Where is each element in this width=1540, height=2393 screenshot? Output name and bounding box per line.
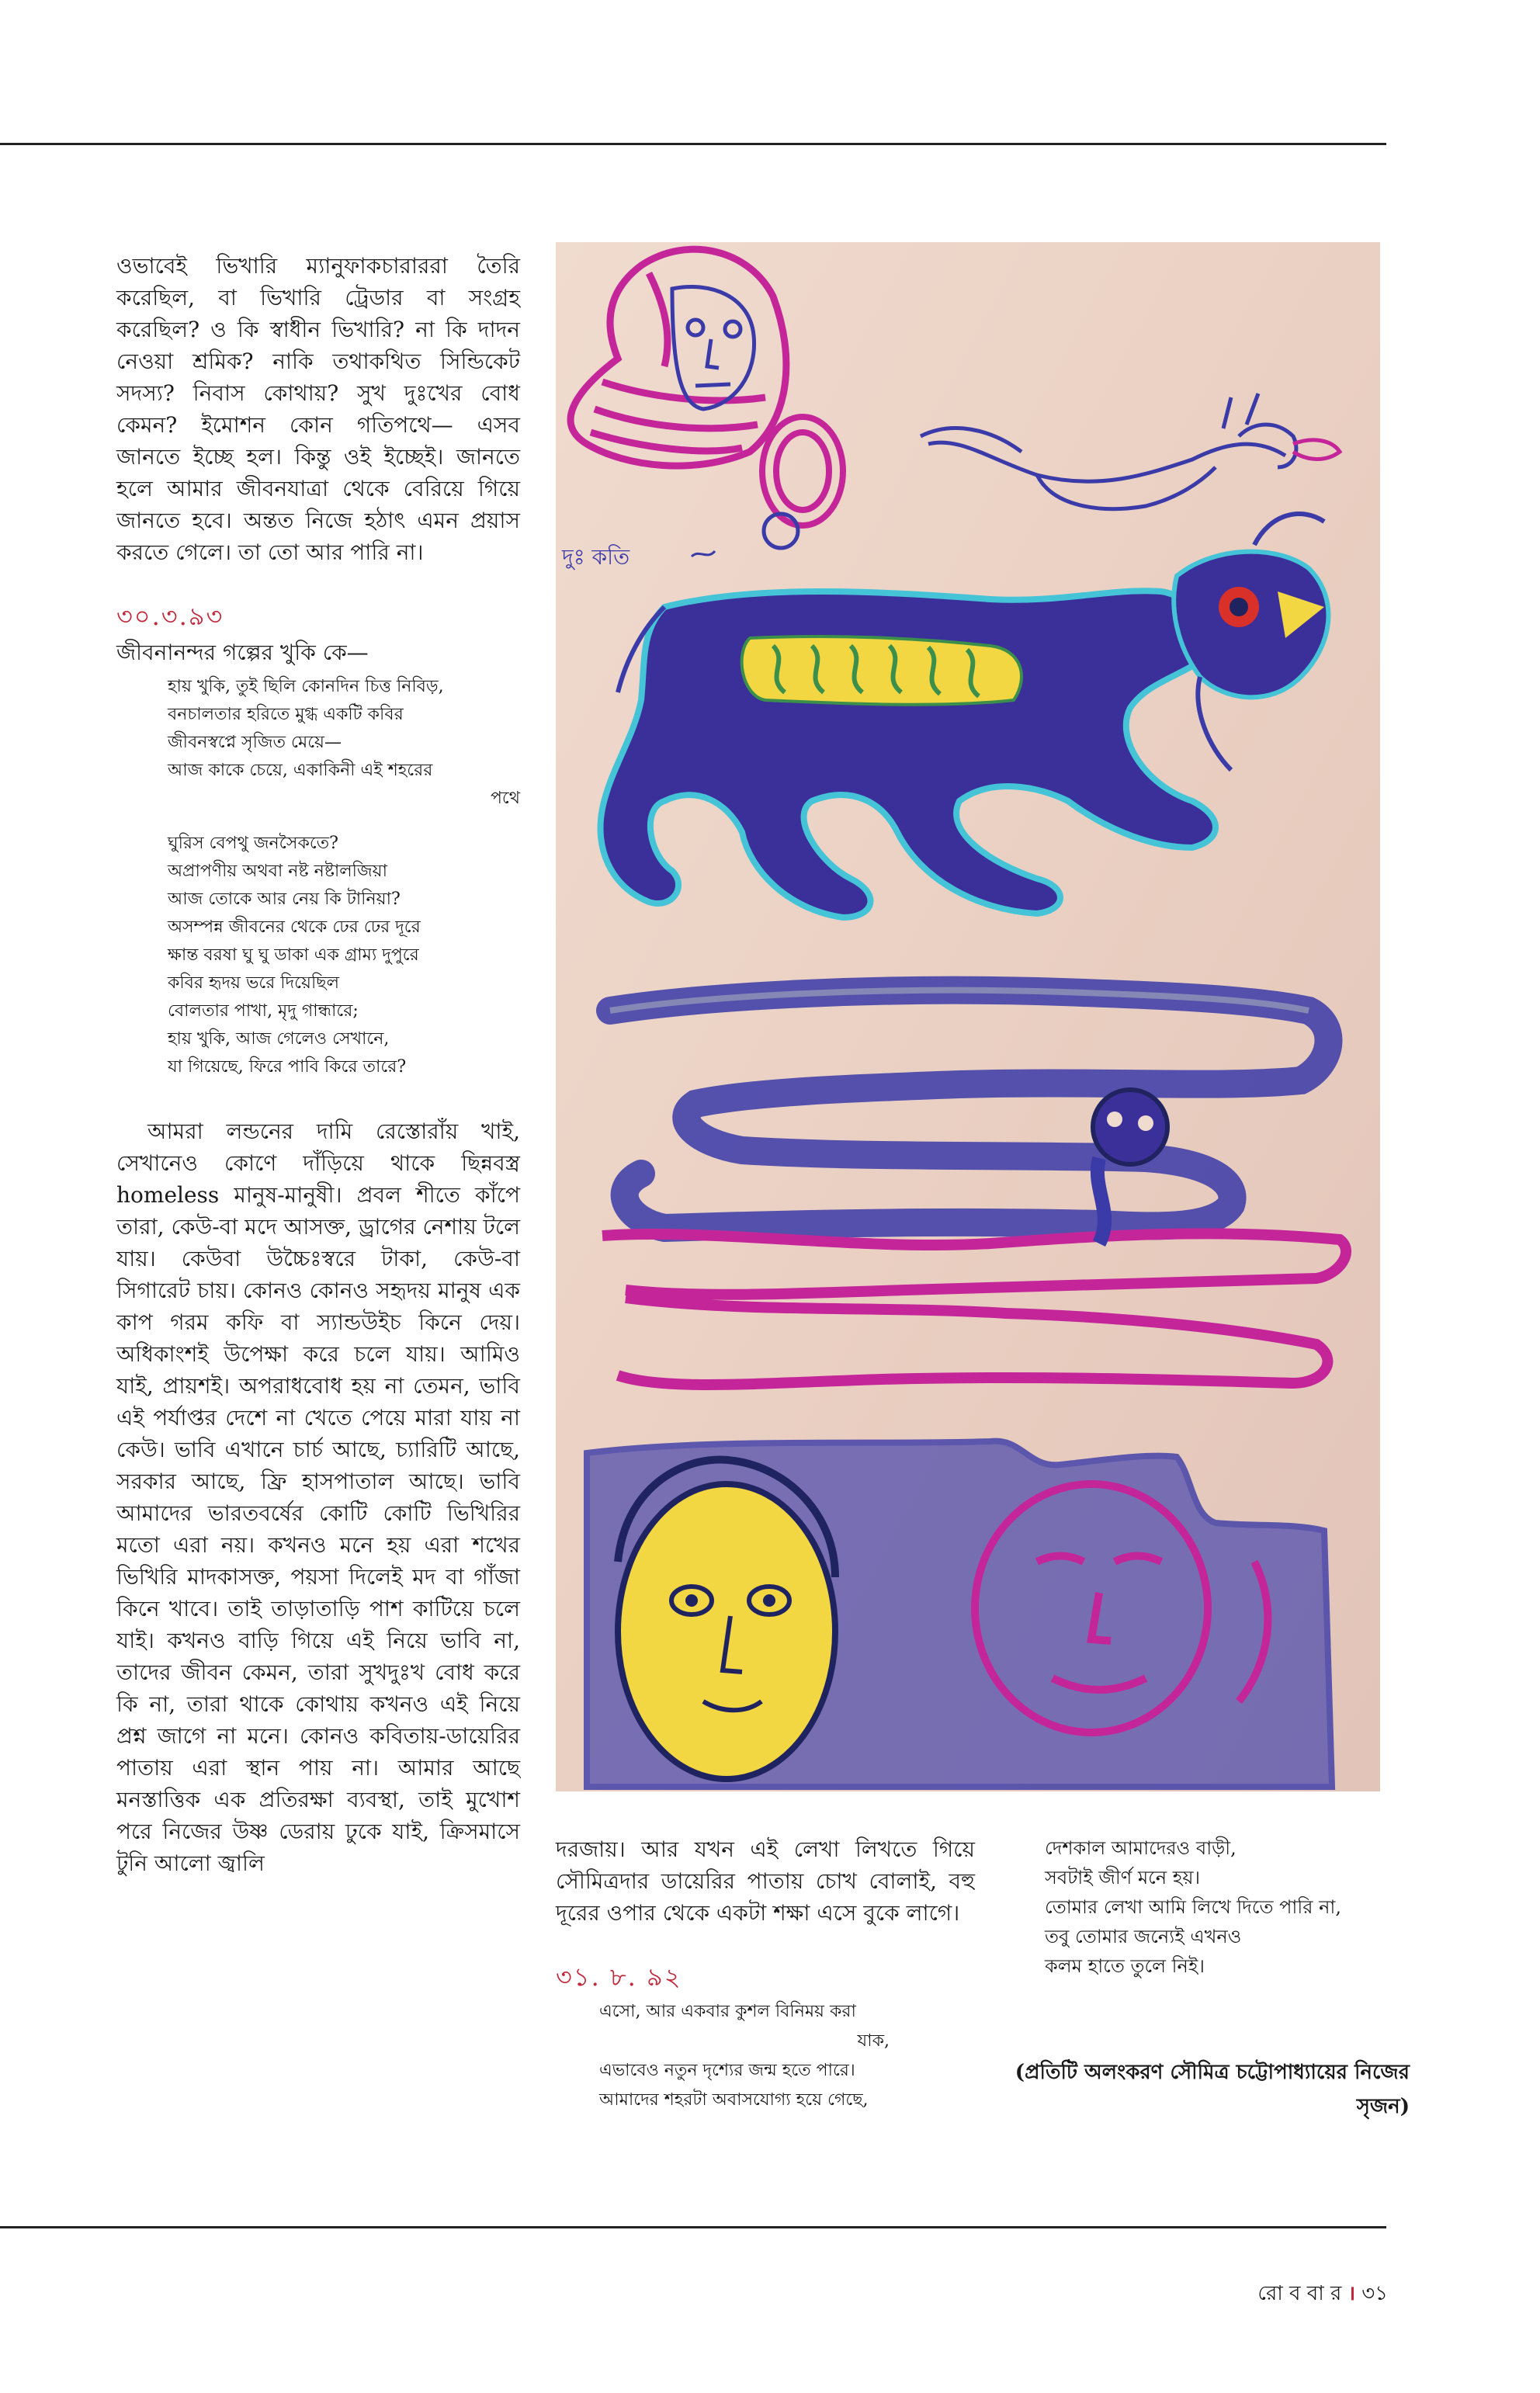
poem-line: দেশকাল আমাদেরও বাড়ী, xyxy=(1045,1837,1237,1859)
poem-line: পথে xyxy=(490,789,520,808)
poem-line: বনচালতার হরিতে মুগ্ধ একটি কবির xyxy=(168,705,404,724)
poem xyxy=(599,1997,975,2115)
paragraph: আমরা লন্ডনের দামি রেস্তোরাঁয় খাই, সেখানেও কোণে দাঁড়িয়ে থাকে ছিন্নবস্ত্র homeless মানুষ-মানুষী। প্রবল শীতে কাঁপে তারা, কেউ-বা মদে আসক্ত, ড্রাগের নেশায় টলে যায়। কেউবা উচ্চৈঃস্বরে টাকা, কেউ-বা সিগারেট চায়। কোনও কোনও সহৃদয় মানুষ এক কাপ গরম কফি বা স্যান্ডউইচ কিনে দেয়। অধিকাংশই উপেক্ষা করে চলে যায়। আমিও যাই, প্রায়শই। অপরাধবোধ হয় না তেমন, ভাবি এই পর্যাপ্তর দেশে না খেতে পেয়ে মারা যায় না কেউ। ভাবি এখানে চার্চ আছে, চ্যারিটি আছে, সরকার আছে, ফ্রি হাসপাতাল আছে। ভাবি আমাদের ভারতবর্ষের কোটি কোটি ভিখিরির মতো এরা নয়। কখনও মনে হয় এরা শখের ভিখিরি মাদকাসক্ত, পয়সা দিলেই মদ বা গাঁজা কিনে খাবে। তাই তাড়াতাড়ি পাশ কাটিয়ে চলে যাই। কখনও বাড়ি গিয়ে এই নিয়ে ভাবি না, তাদের জীবন কেমন, তারা সুখদুঃখ বোধ করে কি না, তারা থাকে কোথায় কখনও এই নিয়ে প্রশ্ন জাগে না মনে। কোনও কবিতায়-ডায়েরির পাতায় এরা স্থান পায় না। আমার আছে মনস্তাত্তিক এক প্রতিরক্ষা ব্যবস্থা, তাই মুখোশ পরে নিজের উষ্ণ ডেরায় ঢুকে যাই, ক্রিসমাসে টুনি আলো জ্বালি xyxy=(116,1118,520,1876)
poem-line: আমাদের শহরটা অবাসযোগ্য হয়ে গেছে, xyxy=(599,2090,869,2110)
illustration-credit: (প্রতিটি অলংকরণ সৌমিত্র চট্টোপাধ্যায়ের নিজের সৃজন) xyxy=(1015,2061,1410,2118)
paragraph: দরজায়। আর যখন এই লেখা লিখতে গিয়ে সৌমিত্রদার ডায়েরির পাতায় চোখ বোলাই, বহু দূরের ওপার থেকে একটা শক্ষা এসে বুকে লাগে। xyxy=(556,1836,975,1926)
footer-separator: । xyxy=(1348,2282,1356,2305)
poem-line: যাক, xyxy=(857,2031,890,2051)
top-rule xyxy=(0,143,1386,145)
poem-line: ঘুরিস বেপথু জনসৈকতে? xyxy=(168,834,338,853)
poem-line: তবু তোমার জন্যেই এখনও xyxy=(1045,1926,1242,1947)
poem-line: ক্ষান্ত বরষা ঘু ঘু ডাকা এক গ্রাম্য দুপুরে xyxy=(168,945,419,965)
right-column xyxy=(1006,1833,1410,2124)
left-column xyxy=(116,250,520,1879)
paragraph: ওভাবেই ভিখারি ম্যানুফাকচারাররা তৈরি করেছিল, বা ভিখারি ট্রেডার বা সংগ্রহ করেছিল? ও কি স্বাধীন ভিখারি? না কি দাদন নেওয়া শ্রমিক? নাকি তথাকথিত সিন্ডিকেট সদস্য? নিবাস কোথায়? সুখ দুঃখের বোধ কেমন? ইমোশন কোন গতিপথে— এসব জানতে ইচ্ছে হল। কিন্তু ওই ইচ্ছেই। জানতে হলে আমার জীবনযাত্রা থেকে বেরিয়ে গিয়ে জানতে হবে। অন্তত নিজে হঠাৎ এমন প্রয়াস করতে গেলে। তা তো আর পারি না। xyxy=(116,253,520,565)
middle-column xyxy=(556,1833,975,2115)
poem-line: তোমার লেখা আমি লিখে দিতে পারি না, xyxy=(1045,1896,1342,1918)
poem-line: হায় খুকি, তুই ছিলি কোনদিন চিত্ত নিবিড়, xyxy=(168,677,444,696)
poem-line: কলম হাতে তুলে নিই। xyxy=(1045,1955,1205,1977)
bottom-rule xyxy=(0,2226,1386,2228)
page-footer xyxy=(1257,2277,1388,2311)
diary-date: ৩০.৩.৯৩ xyxy=(116,602,224,631)
poem-line: যা গিয়েছে, ফিরে পাবি কিরে তারে? xyxy=(168,1057,407,1077)
poem-line: এভাবেও নতুন দৃশ্যের জন্ম হতে পারে। xyxy=(599,2061,855,2080)
poem-line: আজ তোকে আর নেয় কি টানিয়া? xyxy=(168,890,401,909)
magazine-name: রো ব বা র xyxy=(1257,2282,1342,2305)
poem-line: অপ্রাপণীয় অথবা নষ্ট নষ্টালজিয়া xyxy=(168,862,387,881)
poem-line: কবির হৃদয় ভরে দিয়েছিল xyxy=(168,973,339,993)
poem-line: অসম্পন্ন জীবনের থেকে ঢের ঢের দূরে xyxy=(168,917,421,937)
page-number: ৩১ xyxy=(1361,2282,1388,2305)
poem-line: আজ কাকে চেয়ে, একাকিনী এই শহরের xyxy=(168,761,433,780)
poem-line: বোলতার পাখা, মৃদু গান্ধারে; xyxy=(168,1001,359,1021)
poem-line: সবটাই জীর্ণ মনে হয়। xyxy=(1045,1867,1201,1888)
poem xyxy=(168,673,520,1081)
poem-intro: জীবনানন্দর গল্পের খুকি কে— xyxy=(116,640,369,665)
poem-line: হায় খুকি, আজ গেলেও সেখানে, xyxy=(168,1029,390,1049)
scribble-text: দুঃ কতি xyxy=(562,544,630,570)
diary-date: ৩১. ৮. ৯২ xyxy=(556,1962,682,1992)
illustration-artwork xyxy=(556,242,1380,1791)
poem-line: জীবনস্বপ্নে সৃজিত মেয়ে— xyxy=(168,733,342,752)
poem-line: এসো, আর একবার কুশল বিনিময় করা xyxy=(599,2002,856,2021)
